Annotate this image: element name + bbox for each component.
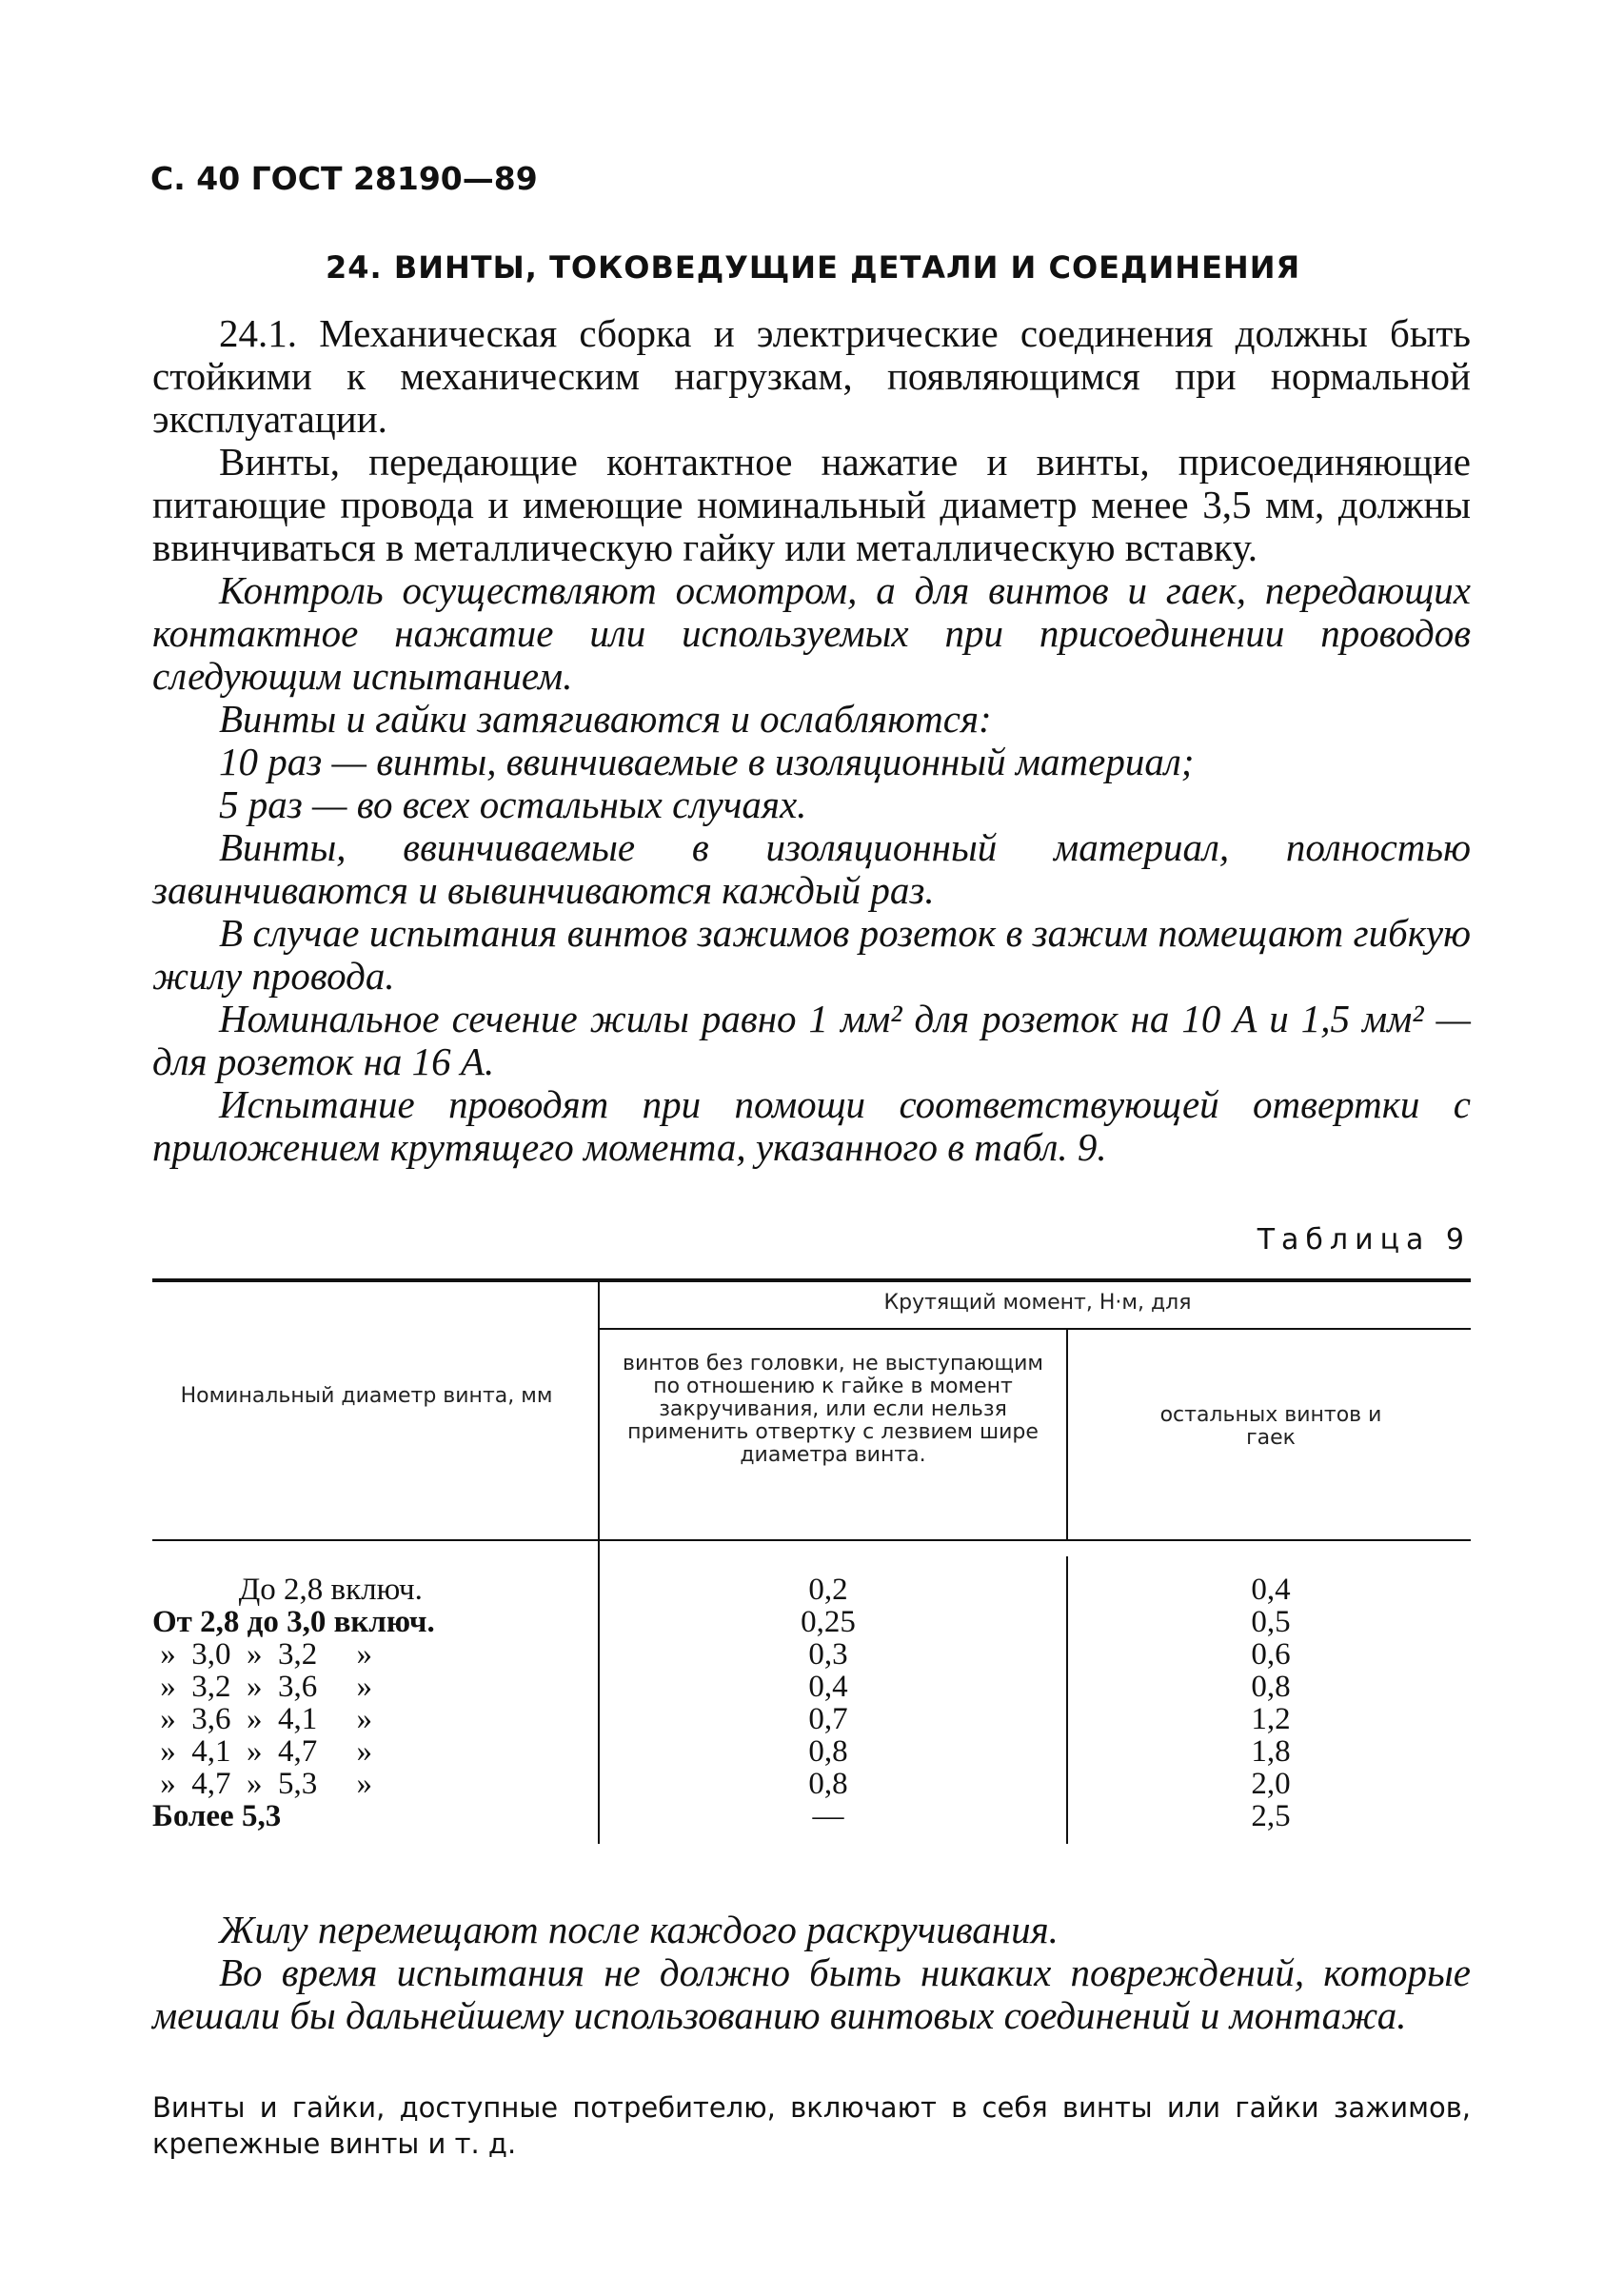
row-torque-other: 1,8 [1251, 1734, 1291, 1769]
row-torque-headless: 0,2 [808, 1573, 848, 1607]
paragraph-10-times: 10 раз — винты, ввинчиваемые в изоляционный материал; [219, 740, 1195, 783]
col-diameter-header: Номинальный диаметр винта, мм [180, 1384, 553, 1408]
body-text [152, 312, 1471, 1169]
row-torque-headless: 0,8 [808, 1734, 848, 1769]
paragraph-clamps: В случае испытания винтов зажимов розеток в зажим помещают гибкую жилу провода. [152, 911, 1471, 998]
row-torque-headless: 0,3 [808, 1637, 848, 1672]
after-table-text [152, 1909, 1471, 2037]
row-torque-headless: 0,4 [808, 1670, 848, 1704]
page-header: С. 40 ГОСТ 28190—89 [150, 160, 538, 197]
row-diameter: От 2,8 до 3,0 включ. [152, 1605, 435, 1639]
paragraph-no-damage: Во время испытания не должно быть никаких повреждений, которые мешали бы дальнейшему использованию винтовых соединений и монтажа. [152, 1950, 1471, 2037]
torque-group-header: Крутящий момент, Н·м, для [883, 1291, 1192, 1315]
paragraph-tighten: Винты и гайки затягиваются и ослабляются: [219, 697, 992, 741]
section-title: 24. ВИНТЫ, ТОКОВЕДУЩИЕ ДЕТАЛИ И СОЕДИНЕНИЯ [326, 249, 1301, 286]
torque-table [152, 1271, 1471, 1851]
row-torque-headless: 0,25 [801, 1605, 856, 1639]
row-diameter: Более 5,3 [152, 1799, 282, 1833]
row-torque-headless: 0,8 [808, 1767, 848, 1801]
row-diameter: До 2,8 включ. [152, 1573, 423, 1607]
col-other-header: остальных винтов и гаек [1159, 1403, 1382, 1450]
row-torque-headless: 0,7 [808, 1702, 848, 1736]
row-diameter: » 3,2 » 3,6 » [152, 1670, 372, 1704]
row-torque-headless: — [812, 1799, 844, 1833]
paragraph-24-1: 24.1. Механическая сборка и электрические соединения должны быть стойкими к механическим нагрузкам, появляющимся при нормальной эксплуатации. [152, 311, 1471, 441]
row-diameter: » 3,6 » 4,1 » [152, 1702, 372, 1736]
row-torque-other: 0,6 [1251, 1637, 1291, 1672]
paragraph-move-core: Жилу перемещают после каждого раскручивания. [219, 1908, 1059, 1951]
paragraph-control: Контроль осуществляют осмотром, а для винтов и гаек, передающих контактное нажатие или используемых при присоединении проводов следующим испытанием. [152, 568, 1471, 698]
paragraph-5-times: 5 раз — во всех остальных случаях. [219, 782, 807, 826]
group-header-rule [598, 1328, 1471, 1330]
row-torque-other: 2,5 [1251, 1799, 1291, 1833]
column-divider-2 [1066, 1330, 1068, 1539]
table-caption: Таблица 9 [1257, 1223, 1471, 1257]
row-torque-other: 1,2 [1251, 1702, 1291, 1736]
row-torque-other: 2,0 [1251, 1767, 1291, 1801]
row-torque-other: 0,4 [1251, 1573, 1291, 1607]
paragraph-screws: Винты, передающие контактное нажатие и винты, присоединяющие питающие провода и имеющие номинальный диаметр менее 3,5 мм, должны ввинчиваться в металлическую гайку или металлическую вставку. [152, 440, 1471, 569]
column-divider-1 [598, 1282, 600, 1844]
paragraph-section: Номинальное сечение жилы равно 1 мм² для розеток на 10 А и 1,5 мм² — для розеток на 16 А. [152, 997, 1471, 1083]
header-bottom-rule [152, 1539, 1471, 1541]
row-diameter: » 3,0 » 3,2 » [152, 1637, 372, 1672]
row-diameter: » 4,7 » 5,3 » [152, 1767, 372, 1801]
col-headless-header: винтов без головки, не выступающим по отношению к гайке в момент закручивания, или если нельзя применить отвертку с лезвием шире диаметра винта. [623, 1352, 1043, 1467]
table-top-rule [152, 1278, 1471, 1282]
final-note: Винты и гайки, доступные потребителю, включают в себя винты или гайки зажимов, крепежные винты и т. д. [152, 2091, 1471, 2160]
paragraph-screwdriver: Испытание проводят при помощи соответствующей отвертки с приложением крутящего момента, указанного в табл. 9. [152, 1082, 1471, 1169]
column-divider-2-lower [1066, 1556, 1068, 1844]
row-torque-other: 0,8 [1251, 1670, 1291, 1704]
paragraph-insulating: Винты, ввинчиваемые в изоляционный материал, полностью завинчиваются и вывинчиваются каждый раз. [152, 825, 1471, 912]
row-diameter: » 4,1 » 4,7 » [152, 1734, 372, 1769]
row-torque-other: 0,5 [1251, 1605, 1291, 1639]
